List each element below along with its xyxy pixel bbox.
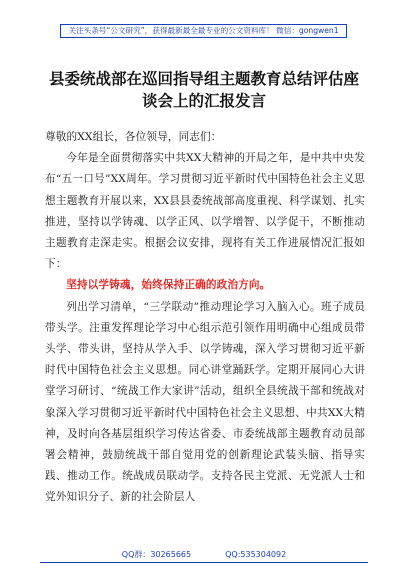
footer-divider [40,562,368,563]
qq-text: QQ:535304092 [225,550,287,559]
section-heading: 坚持以学铸魂，始终保持正确的政治方向。 [66,279,271,292]
paragraph-intro: 今年是全面贯彻落实中共XX大精神的开局之年，是中共中央发布“五一口号”XX周年。学习贯彻习近平新时代中国特色社会主义思想主题教育开展以来，XX县县委统战部高度重视、科学谋划、扎实推进，坚持以学铸魂、以学正风、以学增智、以学促干，不断推动主题教育走深走实。根据会议安排，现将有关工作进展情况汇报如下： [45,152,365,271]
qq-group-text: QQ群：30265665 [121,550,192,559]
paragraph-study: 列出学习清单，“三学联动”推动理论学习入脑入心。班子成员带头学。注重发挥理论学习中心组示范引领作用明确中心组成员带头学、带头讲，坚持从学入手、以学铸魂，深入学习贯彻习近平新时代中国特色社会主义思想。同心讲堂踊跃学。定期开展同心大讲堂学习研讨、“统战工作大家讲”活动，组织全县统战干部和统战对象深入学习贯彻习近平新时代中国特色社会主义思想、中共XX大精神，及时向各基层组织学习传达省委、市委统战部主题教育动员部署会精神，鼓励统战干部自觉用党的创新理论武装头脑、指导实践、推动工作。统战成员联动学。支持各民主党派、无党派人士和党外知识分子、新的社会阶层人 [45,300,365,504]
salutation: 尊敬的XX组长，各位领导，同志们： [45,131,222,143]
footer-contact [0,549,408,560]
document-title: 县委统战部在巡回指导组主题教育总结评估座谈会上的汇报发言 [48,70,359,110]
header-banner[interactable]: 关注头条号“公文研究”，获得最新最全最专业的公文资料库！ 微信：gongwen1 [60,24,347,38]
document-body [45,127,365,509]
